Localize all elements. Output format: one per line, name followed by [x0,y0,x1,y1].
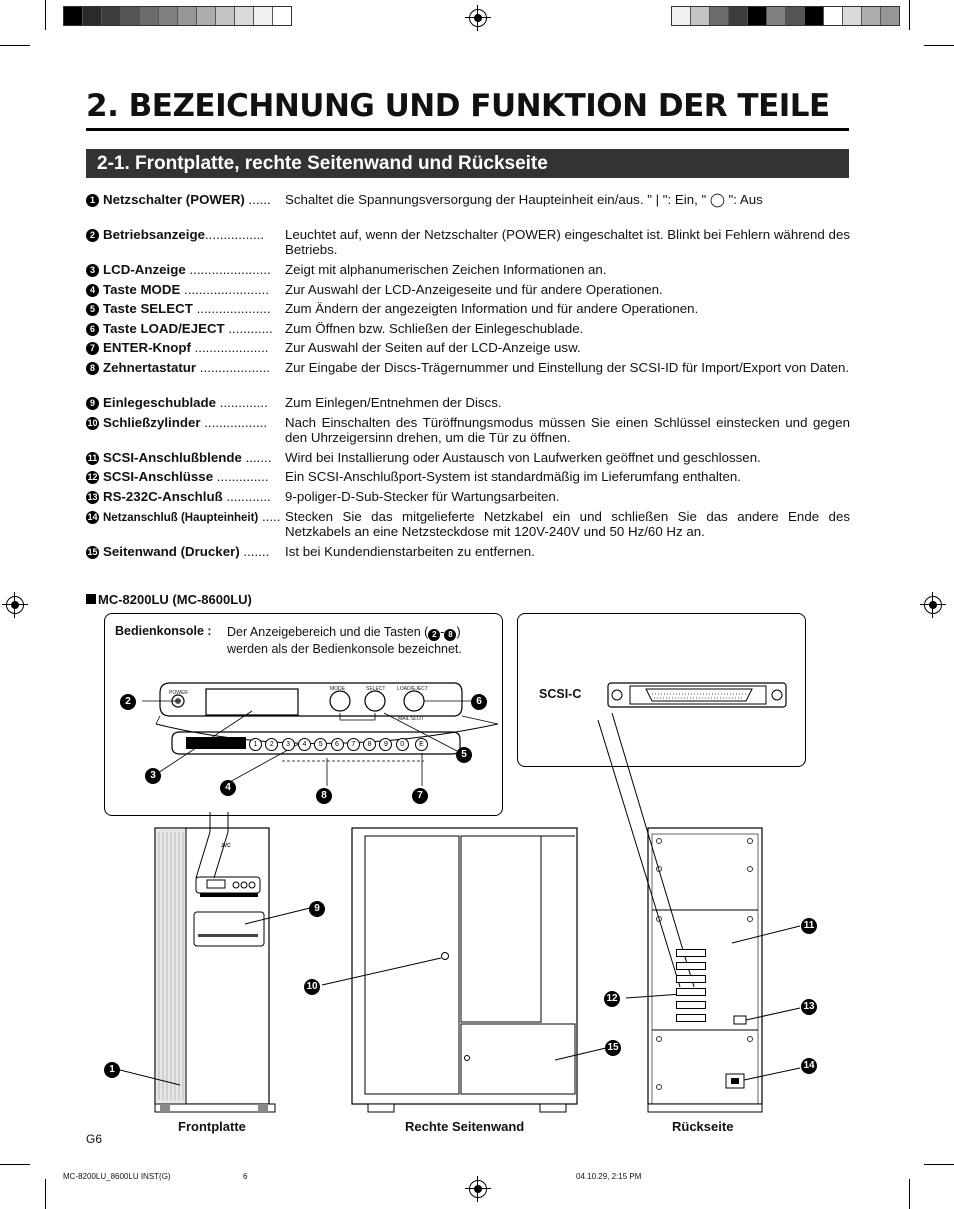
keypad-key: 6 [331,738,344,751]
console-range-sep: - [440,625,445,639]
item-name: ENTER-Knopf [103,340,191,355]
leader-dots: .................... [192,301,271,316]
scsi-port [676,1014,706,1022]
list-item [86,227,850,257]
item-name: Taste SELECT [103,301,193,316]
callout-6: 6 [471,694,487,710]
console-range-start: 2 [428,629,440,641]
color-swatch [121,7,140,25]
keypad-key: 8 [363,738,376,751]
console-range-end: 8 [444,629,456,641]
item-name: Netzschalter (POWER) [103,192,245,207]
keypad-key: 9 [379,738,392,751]
scsi-port [676,1001,706,1009]
item-label [86,395,282,410]
color-swatch [843,7,862,25]
item-number-badge: 4 [86,284,99,297]
item-description: Leuchtet auf, wenn der Netzschalter (POWER) eingeschaltet ist. Blinkt bei Fehlern während des Betriebs. [285,227,850,257]
crop-mark [45,1179,46,1209]
screw-icon [656,1084,662,1090]
color-swatch [748,7,767,25]
select-label: SELECT [366,686,386,692]
callout-1: 1 [104,1062,120,1078]
item-number-badge: 12 [87,472,98,482]
crop-mark [0,1164,30,1165]
item-description: Ist bei Kundendienstarbeiten zu entfernen. [285,544,535,559]
item-label [86,469,282,484]
callout-10: 10 [304,979,320,995]
item-label [86,321,282,336]
item-name: RS-232C-Anschluß [103,489,223,504]
list-item [86,395,850,410]
keypad-key: 5 [314,738,327,751]
list-item [86,340,850,355]
color-swatch [102,7,121,25]
crop-mark [0,45,30,46]
list-item [86,192,850,207]
color-swatch [235,7,254,25]
color-swatch [710,7,729,25]
item-description: Zur Auswahl der Seiten auf der LCD-Anzeige usw. [285,340,581,355]
list-item [86,469,850,484]
color-bar-right [671,6,900,26]
callout-14: 14 [801,1058,817,1074]
crop-mark [909,0,910,30]
item-description: Schaltet die Spannungsversorgung der Haupteinheit ein/aus. " | ": Ein, " ◯ ": Aus [285,192,763,207]
list-item [86,321,850,336]
color-swatch [197,7,216,25]
figure-caption-text: MC-8200LU (MC-8600LU) [98,592,252,607]
item-number-badge: 15 [87,547,98,557]
page-number: G6 [86,1132,103,1146]
item-description: Zum Öffnen bzw. Schließen der Einlegeschublade. [285,321,584,336]
scsi-port [676,962,706,970]
item-label [86,415,282,430]
item-number-badge: 7 [86,342,99,355]
item-label [86,340,282,355]
list-item [86,450,850,465]
screw-icon [656,1036,662,1042]
scsi-port [676,975,706,983]
item-label [86,450,282,465]
footer-file: MC-8200LU_8600LU INST(G) [63,1172,171,1181]
mode-label: MODE [330,686,345,692]
registration-mark-icon [469,9,487,27]
console-label: Bedienkonsole : [115,624,212,638]
item-label [86,282,282,297]
console-text-2: werden als der Bedienkonsole bezeichnet. [227,642,462,656]
color-swatch [881,7,899,25]
callout-13: 13 [801,999,817,1015]
item-description: Zum Einlegen/Entnehmen der Discs. [285,395,502,410]
list-item [86,301,850,316]
color-swatch [691,7,710,25]
leader-dots: ............ [222,489,271,504]
keypad-key: 3 [282,738,295,751]
item-description: Wird bei Installierung oder Austausch von Laufwerken geöffnet und geschlossen. [285,450,761,465]
leader-dots: ............ [224,321,273,336]
crop-mark [924,45,954,46]
color-swatch [767,7,786,25]
mail-slot-label: MAIL SLOT [398,716,424,722]
scsi-port [676,988,706,996]
item-label [86,360,282,375]
unit-drawings [0,600,954,1120]
list-item [86,360,850,375]
keypad-key: 1 [249,738,262,751]
leader-dots: ...................... [185,262,271,277]
item-label [86,192,282,207]
title-rule [86,128,849,131]
color-swatch [786,7,805,25]
keypad-key: 4 [298,738,311,751]
color-swatch [862,7,881,25]
load-eject-label: LOAD/EJECT [397,686,428,692]
item-description: Zur Eingabe der Discs-Trägernummer und Einstellung der SCSI-ID für Import/Export von Daten. [285,360,850,375]
footer-sheet: 6 [243,1172,248,1181]
color-swatch [140,7,159,25]
list-item [86,509,850,539]
item-name: Taste MODE [103,282,181,297]
leader-dots: ....................... [180,282,270,297]
callout-11: 11 [801,918,817,934]
callout-7: 7 [412,788,428,804]
item-label [86,262,282,277]
item-number-badge: 13 [87,492,98,502]
keypad-key: 2 [265,738,278,751]
item-number-badge: 11 [87,453,98,463]
callout-12: 12 [604,991,620,1007]
screw-icon [747,916,753,922]
screw-icon [747,838,753,844]
item-description: Zur Auswahl der LCD-Anzeigeseite und für andere Operationen. [285,282,663,297]
power-label: POWER [169,690,188,696]
item-number-badge: 8 [86,362,99,375]
leader-dots: ...... [244,192,271,207]
brand-logo: JVC [221,843,231,849]
crop-mark [924,1164,954,1165]
item-name: Netzanschluß (Haupteinheit) [103,512,259,524]
color-swatch [216,7,235,25]
callout-9: 9 [309,901,325,917]
item-name: Schließzylinder [103,415,201,430]
item-label [86,509,282,526]
callout-5: 5 [456,747,472,763]
item-description: Zum Ändern der angezeigten Information und für andere Operationen. [285,301,699,316]
leader-dots: ............. [216,395,268,410]
item-number-badge: 6 [86,323,99,336]
item-description: 9-poliger-D-Sub-Stecker für Wartungsarbeiten. [285,489,560,504]
screw-icon [656,838,662,844]
list-item [86,415,850,445]
leader-dots: ................... [196,360,270,375]
screw-icon [747,866,753,872]
callout-3: 3 [145,768,161,784]
item-name: Betriebsanzeige [103,227,205,242]
leader-dots: ....... [241,450,272,465]
leader-dots: ................ [204,227,265,242]
callout-2: 2 [120,694,136,710]
screw-icon [656,916,662,922]
callout-8: 8 [316,788,332,804]
item-name: Seitenwand (Drucker) [103,544,240,559]
item-description: Stecken Sie das mitgelieferte Netzkabel ein und schließen Sie das andere Ende des Netzkabels an eine Netzsteckdose mit 120V-240V und 50 Hz/60 Hz an. [285,509,850,539]
color-swatch [805,7,824,25]
item-label [86,489,282,504]
color-bar-left [63,6,292,26]
list-item [86,262,850,277]
item-name: SCSI-Anschlußblende [103,450,242,465]
color-swatch [254,7,273,25]
keypad-enter: E [415,738,428,751]
item-number-badge: 10 [87,418,98,428]
console-text-1-end: ) [456,625,461,639]
color-swatch [273,7,291,25]
item-number-badge: 3 [86,264,99,277]
item-name: SCSI-Anschlüsse [103,469,214,484]
scsi-port [676,949,706,957]
item-label [86,301,282,316]
item-description: Ein SCSI-Anschlußport-System ist standardmäßig im Lieferumfang enthalten. [285,469,741,484]
color-swatch [824,7,843,25]
list-item [86,489,850,504]
label-side: Rechte Seitenwand [405,1119,525,1134]
console-text-1: Der Anzeigebereich und die Tasten ( [227,625,429,639]
crop-mark [45,0,46,30]
item-number-badge: 14 [87,512,98,522]
color-swatch [64,7,83,25]
color-swatch [672,7,691,25]
list-item [86,544,850,559]
item-label [86,544,282,559]
registration-mark-icon [469,1180,487,1198]
keypad-key: 0 [396,738,409,751]
page-title: 2. BEZEICHNUNG UND FUNKTION DER TEILE [86,88,830,124]
color-swatch [729,7,748,25]
section-heading: 2-1. Frontplatte, rechte Seitenwand und Rückseite [86,149,849,178]
item-name: Einlegeschublade [103,395,217,410]
footer-date: 04.10.29, 2:15 PM [576,1172,642,1181]
screw-icon [656,866,662,872]
leader-dots: .................... [190,340,269,355]
item-number-badge: 5 [86,303,99,316]
list-item [86,282,850,297]
leader-dots: .............. [213,469,269,484]
item-name: LCD-Anzeige [103,262,186,277]
screw-icon [747,1036,753,1042]
scsi-label: SCSI-C [539,687,582,701]
item-label [86,227,282,242]
leader-dots: ..... [258,509,281,524]
label-front: Frontplatte [178,1119,246,1134]
color-swatch [178,7,197,25]
item-number-badge: 1 [86,194,99,207]
item-number-badge: 9 [86,397,99,410]
item-description: Nach Einschalten des Türöffnungsmodus müssen Sie einen Schlüssel einstecken und gegen den Uhrzeigersinn drehen, um die Tür zu öffnen. [285,415,850,445]
color-swatch [159,7,178,25]
label-rear: Rückseite [672,1119,734,1134]
callout-4: 4 [220,780,236,796]
color-swatch [83,7,102,25]
keypad-key: 7 [347,738,360,751]
item-description: Zeigt mit alphanumerischen Zeichen Informationen an. [285,262,607,277]
item-name: Taste LOAD/EJECT [103,321,225,336]
item-number-badge: 2 [86,229,99,242]
leader-dots: ................. [200,415,268,430]
item-name: Zehnertastatur [103,360,197,375]
crop-mark [909,1179,910,1209]
leader-dots: ....... [239,544,270,559]
callout-15: 15 [605,1040,621,1056]
